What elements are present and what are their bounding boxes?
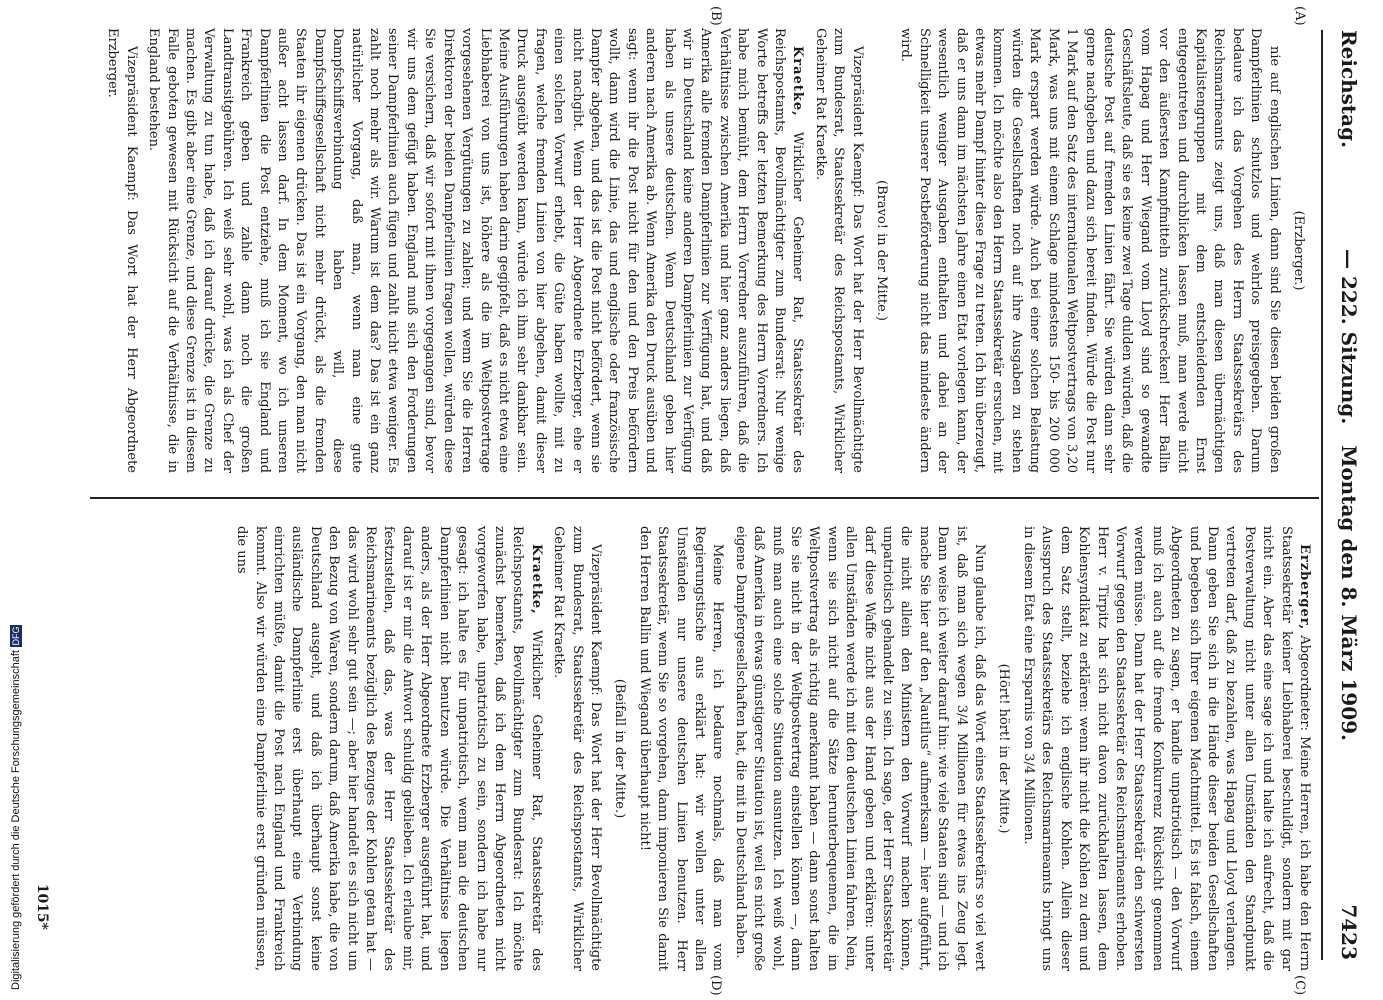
column-divider: [90, 497, 1319, 499]
speaker-name: Erzberger,: [1297, 544, 1312, 631]
speech-text: Wirklicher Geheimer Rat, Staatssekretär des Reichspostamts, Bevollmächtigter zum Bundesrat: Ich möchte zunächst bemerken, daß ich dem Herrn Abgeordneten nicht vorgeworfen habe, unpatriotisch zu sein, sondern ich habe nur gesagt: ich halte es für unpatriotisch, wenn man die deutschen Dampferlinien nicht benutzen würde. Die Verhältnisse liegen anders, als der Herr Abgeordnete Erzberger ausgeführt hat, und darauf ist er mir die Antwort schuldig geblieben. Ich erlaube mir, festzustellen, daß das, was der Herr Staatssekretär des Reichsmarineamts bezüglich des Bezuges der Kohlen getan hat — das wird wohl sehr gut sein —; aber hier handelt es sich nicht um den Bezug von Waren, sondern darum, daß Amerika habe, die von Deutschland ausgeht, und daß ich überhaupt sonst keine ausländische Dampferlinie erst überhaupt eine Verbindung einrichten müßte, damit die Post nach England und Frankreich kommt. Also wir würden eine Dampferlinie erst gründen müssen, die uns: [234, 526, 544, 971]
interjection: (Hört! hört! in der Mitte.): [996, 663, 1012, 834]
header-session-label: — 222. Sitzung.: [1337, 248, 1361, 425]
margin-mark-d: (D): [708, 975, 723, 996]
speaker-name: Kraetke,: [528, 544, 544, 615]
margin-mark-a: (A): [1292, 6, 1307, 26]
credit-text: Digitalisierung gefördert durch die Deutsche Forschungsgemeinschaft: [10, 650, 22, 990]
dfg-logo: DFG: [11, 626, 22, 646]
interjection: (Beifall in der Mitte.): [612, 678, 628, 819]
margin-mark-b: (B): [708, 6, 723, 26]
signature-mark: 1015*: [34, 883, 50, 930]
interjection: (Bravo! in der Mitte.): [874, 180, 890, 321]
speaker-name: Kraetke,: [790, 46, 806, 117]
vice-president-remark: Vizepräsident Kaempf: Das Wort hat der Herr Abgeordnete Erzberger.: [105, 28, 139, 473]
paragraph: Nun glaube ich, daß das Wort eines Staatssekretärs so viel wert ist, daß man sich wegen 3/4 Millionen für etwas ins Zeug legt. Dann weise ich weiter darauf hin: wie viele Staaten sind — und ich mache Sie hier auf den „Nautilus“ aufmerksam — hier aufgeführt, die nicht allein den Ministern den Vorwurf machen können, unpatriotisch gehandelt zu sein. Ich sage, der Herr Staatssekretär darf diese Waffe nicht aus der Hand geben und erklären: unter allen Umständen werde ich mit den deutschen Linien fahren. Nein, wenn sie sich nicht auf die Sätze herunterbequemen, die im Weltpostvertrag als richtig anerkannt haben — dann sonst halten Sie sie nicht in der Weltpostvertrag einstellen können —, dann muß man auch eine solche Situation ausnutzen. Ich weiß wohl, daß Amerika in etwas günstigerer Situation ist, weil es nicht große eigene Dampfergesellschaften hat, die mit in Deutschland haben.: [732, 526, 988, 971]
digitization-credit: [10, 621, 22, 990]
paragraph: Meine Herren, ich bedaure nochmals, daß man vom Regierungstische aus erklärt hat: wir wollen unter allen Umständen nur unsere deutschen Linien benutzen. Herr Staatssekretär, wenn Sie so vorgehen, dann imponieren Sie damit den Herren Ballin und Wiegand überhaupt nicht!: [636, 526, 726, 971]
header-date: Montag den 8. März 1909.: [1337, 445, 1361, 741]
right-column: [70, 526, 1313, 971]
margin-mark-c: (C): [1292, 975, 1307, 996]
speech-text: Wirklicher Geheimer Rat, Staatssekretär des Reichspostamts, Bevollmächtigter zum Bundesrat: Nur wenige Worte betreffs der letzten Bemerkung des Herrn Vorredners. Ich habe mich bemüht, dem Herrn Vorredner auszuführen, daß die Verhältnisse zwischen Amerika und hier ganz anders liegen, daß Amerika alle fremden Dampferlinien zur Verfügung hat, und daß wir in Deutschland keine anderen Dampferlinien zur Verfügung haben als unsere deutschen. Wenn Deutschland geben hier anderen nach Amerika ab. Wenn Amerika den Druck ausüben und sagt: wenn ihr die Post nicht für den und den Preis befördern wollt, dann wird die Linie, das und englische oder französische Dampfer abgehen, und das ist die Post nicht befördert, wenn sie nicht nachgibt. Wenn der Herr Abgeordnete Erzberger, ehe er einen solchen Vorwurf erhebt, die Güte haben wollte, mit zu fragen, welche fremden Linien von hier abgehen, damit dieser Druck ausgeübt werden kann, würde ich ihm sehr dankbar sein. Meine Ausführungen haben darin gegipfelt, daß es nicht etwa eine Liebhaberei von uns ist, höhere als die im Weltpostvertrage vorgesehenen Vergütungen zu zahlen; und wenn Sie die Herren Direktoren der beiden Dampferlinien fragen wollen, würden diese Sie versichern, daß wir sofort mit ihnen vorgegangen sind, bevor wir uns dem gefügt haben. England muß sich den Forderungen seiner Dampferlinien auch fügen und zahlt nicht etwa weniger. Es zahlt noch mehr als wir. Warum ist dem das? Das ist ein ganz natürlicher Vorgang, daß man, wenn man eine gute Dampfschiffsverbindung haben will, diese Dampfschiffsgesellschaft nicht mehr drückt, als die fremden Staaten ihr eigenen drücken. Das ist ein Vorgang, den man nicht außer acht lassen darf. In dem Moment, wo ich unseren Dampferlinien die Post entziehe, muß ich sie England und Frankreich geben und zahle dann noch die großen Landtransitgebühren. Ich weiß sehr wohl, was ich als Chef der Verwaltung zu tun habe, daß ich darauf drücke, die Grenze zu machen. Es gibt aber eine Grenze, und diese Grenze ist in diesem Falle geboten gewesen mit Rücksicht auf die Verhältnisse, die in England bestehen.: [146, 28, 806, 473]
vice-president-remark: Vizepräsident Kaempf: Das Wort hat der Herr Bevollmächtigte zum Bundesrat, Staatssekretär des Reichspostamts, Wirklicher Geheimer Rat Kraetke.: [812, 28, 865, 473]
page-header: [1327, 30, 1367, 960]
speech: [232, 526, 545, 971]
page-number: 7423: [1337, 904, 1361, 960]
vice-president-remark: Vizepräsident Kaempf: Das Wort hat der Herr Bevollmächtigte zum Bundesrat, Staatssekretär des Reichspostamts, Wirklicher Geheimer Rat Kraetke.: [551, 526, 603, 971]
speech-text: Abgeordneter: Meine Herren, ich habe den Herrn Staatssekretär keiner Liebhaberei beschuldigt, sondern mit gar nicht ein. Aber das eine sage ich und halte ich aufrecht, daß die Postverwaltung nicht unter allen Umständen den Standpunkt vertreten darf, daß zu bezahlen, was Hapag und Lloyd verlangen. Dann geben Sie sich in die Hände dieser beiden Gesellschaften und begeben sich Ihrer eigenen Machtmittel. Es ist falsch, einem Abgeordneten zu sagen, er handle unpatriotisch — den Vorwurf muß ich auch auf die fremde Konkurrenz Rücksicht genommen werden müsse. Dann hat der Herr Staatssekretär den schwersten Vorwurf gegen den Staatssekretär des Reichsmarineamts erhoben. Herr v. Tirpitz hat sich nicht davon zurückhalten lassen, dem Kohlensyndikat zu erklären: wenn ihr nicht die Kohlen zu dem und dem Satz stellt, beziehe ich englische Kohlen. Allein dieser Ausspruch des Staatssekretärs des Reichsmarineamts bringt uns in diesem Etat eine Ersparnis von 3/4 Millionen.: [1020, 526, 1312, 971]
left-column: [70, 28, 1313, 473]
speaker-tag: (Erzberger.): [1291, 210, 1306, 291]
header-session: [1337, 30, 1361, 960]
header-rule: [1321, 30, 1323, 960]
header-left: Reichstag.: [1337, 30, 1361, 149]
speech: [144, 28, 807, 473]
speech: [1019, 526, 1314, 971]
paragraph: nie auf englischen Linien, dann sind Sie diesen beiden großen Dampferlinien schutzlos und wehrlos preisgegeben. Darum bedaure ich das Vorgehen des Herrn Staatssekretärs des Reichsmarineamts zeigt uns, daß man diesen übermächtigen Kapitalistengruppen mit dem entscheidenden Ernst entgegentreten und durchblicken lassen muß, man werde nicht vor den äußersten Kampfmitteln zurückschrecken! Herr Ballin vom Hapag und Herr Wiegand vom Lloyd sind so gewandte Geschäftsleute, daß sie es keine zwei Tage dulden würden, daß die deutsche Post auf fremden Linien fährt. Sie würden dann sehr gerne nachgeben und dazu sich bereit finden. Würde die Post nur 1 Mark auf den Satz des internationalen Weltpostvertrags von 3,20 Mark, was uns mit einem Schlage mindestens 150- bis 200 000 Mark erspart werden würde. Auch bei einer solchen Belastung würden die Gesellschaften noch auf ihre Ausgaben zu stehen kommen. Ich möchte also den Herrn Staatssekretär ersuchen, mit etwas mehr Dampf hinter diese Frage zu treten. Ich bin überzeugt, daß er uns dann im nächsten Jahre einen Etat vorlegen kann, der wesentlich weniger Ausgaben enthalten und dabei an der Schnelligkeit unserer Postbeförderung nicht das mindeste ändern wird.: [898, 28, 1282, 473]
